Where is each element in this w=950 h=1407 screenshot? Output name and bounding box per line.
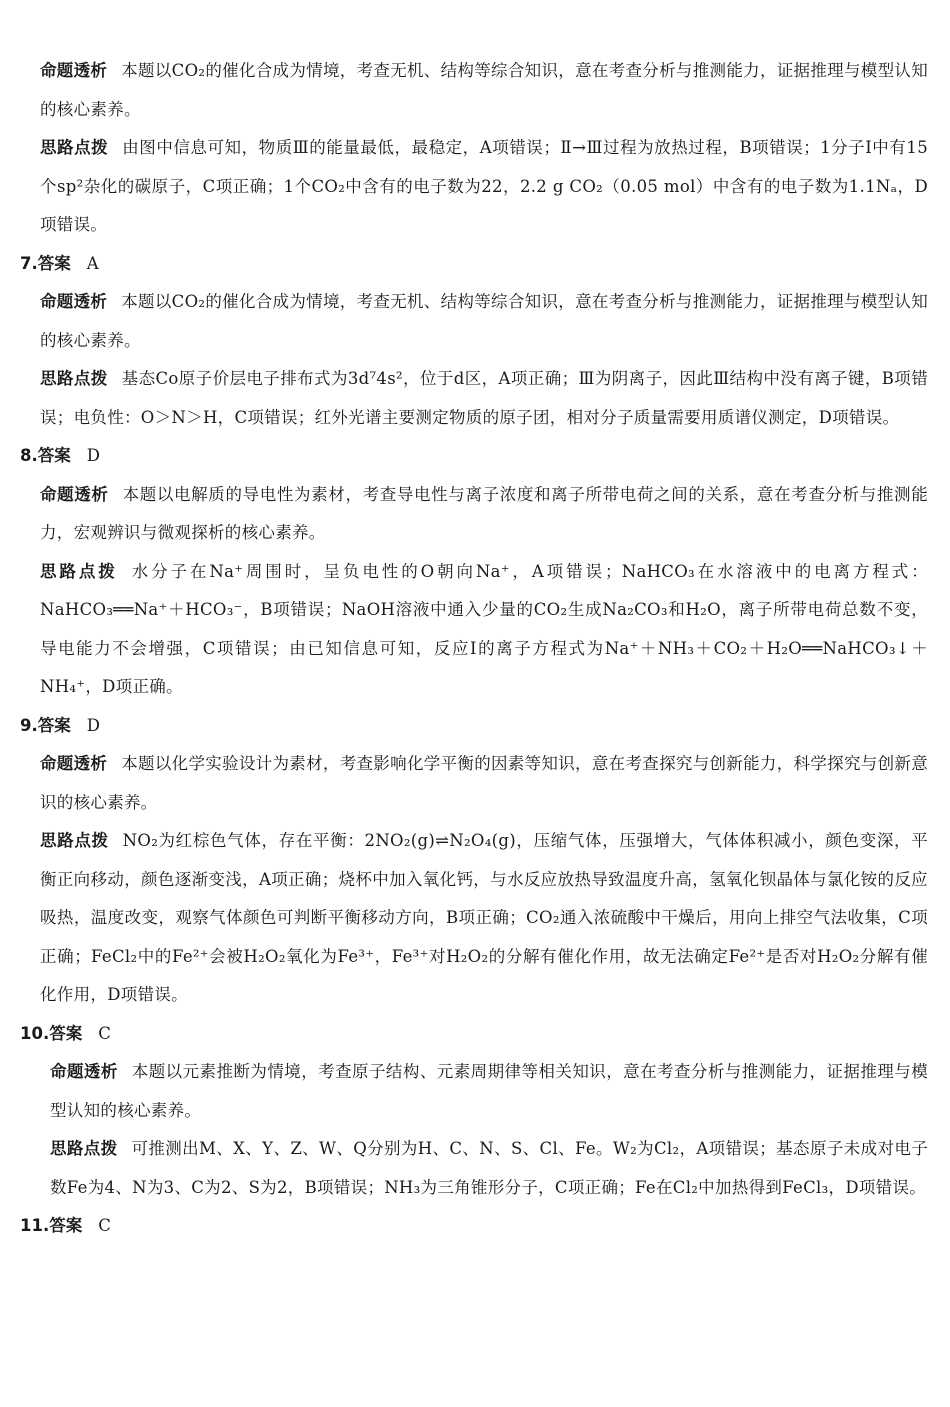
paragraph-text: 本题以元素推断为情境，考查原子结构、元素周期律等相关知识，意在考查分析与推测能力，证据推理与模型认知的核心素养。 (50, 1062, 928, 1120)
answer-label: 答案 (37, 253, 71, 273)
answer-value: D (86, 446, 100, 465)
analysis-paragraph (40, 52, 928, 129)
answer-label: 答案 (49, 1216, 83, 1235)
answer-heading-9 (20, 707, 928, 746)
paragraph-text: NO₂为红棕色气体，存在平衡：2NO₂(g)⇌N₂O₄(g)，压缩气体，压强增大，气体体积减小，颜色变深，平衡正向移动，颜色逐渐变浅，A项正确；烧杯中加入氧化钙，与水反应放热导致温度升高，氢氧化钡晶体与氯化铵的反应吸热，温度改变，观察气体颜色可判断平衡移动方向，B项正确；CO₂通入浓硫酸中干燥后，用向上排空气法收集，C项正确；FeCl₂中的Fe²⁺会被H₂O₂氧化为Fe³⁺，Fe³⁺对H₂O₂的分解有催化作用，故无法确定Fe²⁺是否对H₂O₂分解有催化作用，D项错误。 (40, 831, 928, 1004)
question-number: 8. (20, 446, 38, 465)
answer-label: 答案 (37, 715, 71, 735)
hint-paragraph (40, 129, 928, 245)
paragraph-text: 本题以电解质的导电性为素材，考查导电性与离子浓度和离子所带电荷之间的关系，意在考查分析与推测能力，宏观辨识与微观探析的核心素养。 (40, 484, 928, 542)
answer-heading-8 (20, 437, 928, 476)
section-label: 思路点拨 (40, 138, 109, 157)
section-label: 思路点拨 (50, 1139, 118, 1158)
section-label: 思路点拨 (40, 369, 108, 388)
answer-value: C (98, 1023, 111, 1043)
hint-paragraph (40, 553, 928, 707)
section-label: 命题透析 (40, 61, 108, 80)
paragraph-text: 基态Co原子价层电子排布式为3d⁷4s²，位于d区，A项正确；Ⅲ为阴离子，因此Ⅲ结构中没有离子键，B项错误；电负性：O＞N＞H，C项错误；红外光谱主要测定物质的原子团，相对分子质量需要用质谱仪测定，D项错误。 (40, 369, 929, 427)
analysis-paragraph (40, 1053, 928, 1130)
analysis-paragraph (40, 283, 928, 360)
section-label: 思路点拨 (40, 831, 109, 850)
paragraph-text: 由图中信息可知，物质Ⅲ的能量最低，最稳定，A项错误；Ⅱ→Ⅲ过程为放热过程，B项错误；1分子Ⅰ中有15个sp²杂化的碳原子，C项正确；1个CO₂中含有的电子数为22，2.2 g CO₂（0.05 mol）中含有的电子数为1.1Nₐ，D项错误。 (40, 138, 928, 234)
analysis-paragraph (40, 745, 928, 822)
section-label: 命题透析 (40, 754, 108, 773)
paragraph-text: 水分子在Na⁺周围时，呈负电性的O朝向Na⁺，A项错误；NaHCO₃在水溶液中的电离方程式：NaHCO₃══Na⁺＋HCO₃⁻，B项错误；NaOH溶液中通入少量的CO₂生成Na₂CO₃和H₂O，离子所带电荷总数不变，导电能力不会增强，C项错误；由已知信息可知，反应Ⅰ的离子方程式为Na⁺＋NH₃＋CO₂＋H₂O══NaHCO₃↓＋NH₄⁺，D项正确。 (40, 561, 929, 696)
section-label: 命题透析 (50, 1062, 118, 1081)
paragraph-text: 本题以化学实验设计为素材，考查影响化学平衡的因素等知识，意在考查探究与创新能力，科学探究与创新意识的核心素养。 (40, 754, 928, 812)
question-number: 7. (20, 253, 38, 273)
answer-label: 答案 (37, 446, 71, 465)
paragraph-text: 本题以CO₂的催化合成为情境，考查无机、结构等综合知识，意在考查分析与推测能力，证据推理与模型认知的核心素养。 (40, 61, 929, 119)
answer-value: A (86, 253, 99, 273)
section-label: 思路点拨 (40, 561, 118, 581)
paragraph-text: 可推测出M、X、Y、Z、W、Q分别为H、C、N、S、Cl、Fe。W₂为Cl₂，A项错误；基态原子未成对电子数Fe为4、N为3、C为2、S为2，B项错误；NH₃为三角锥形分子，C项正确；Fe在Cl₂中加热得到FeCl₃，D项错误。 (50, 1139, 929, 1197)
hint-paragraph (40, 360, 928, 437)
analysis-paragraph (40, 476, 928, 553)
answer-heading-10 (20, 1015, 928, 1054)
answer-value: C (98, 1216, 111, 1235)
section-label: 命题透析 (40, 292, 108, 311)
question-number: 9. (20, 715, 38, 735)
paragraph-text: 本题以CO₂的催化合成为情境，考查无机、结构等综合知识，意在考查分析与推测能力，证据推理与模型认知的核心素养。 (40, 292, 929, 350)
section-label: 命题透析 (40, 484, 109, 504)
answer-heading-11 (20, 1207, 928, 1246)
answer-label: 答案 (49, 1023, 83, 1043)
answer-heading-7 (20, 245, 928, 284)
answer-value: D (86, 715, 100, 735)
question-number: 11. (20, 1216, 50, 1235)
question-number: 10. (20, 1023, 50, 1043)
hint-paragraph (40, 822, 928, 1015)
hint-paragraph (40, 1130, 928, 1207)
